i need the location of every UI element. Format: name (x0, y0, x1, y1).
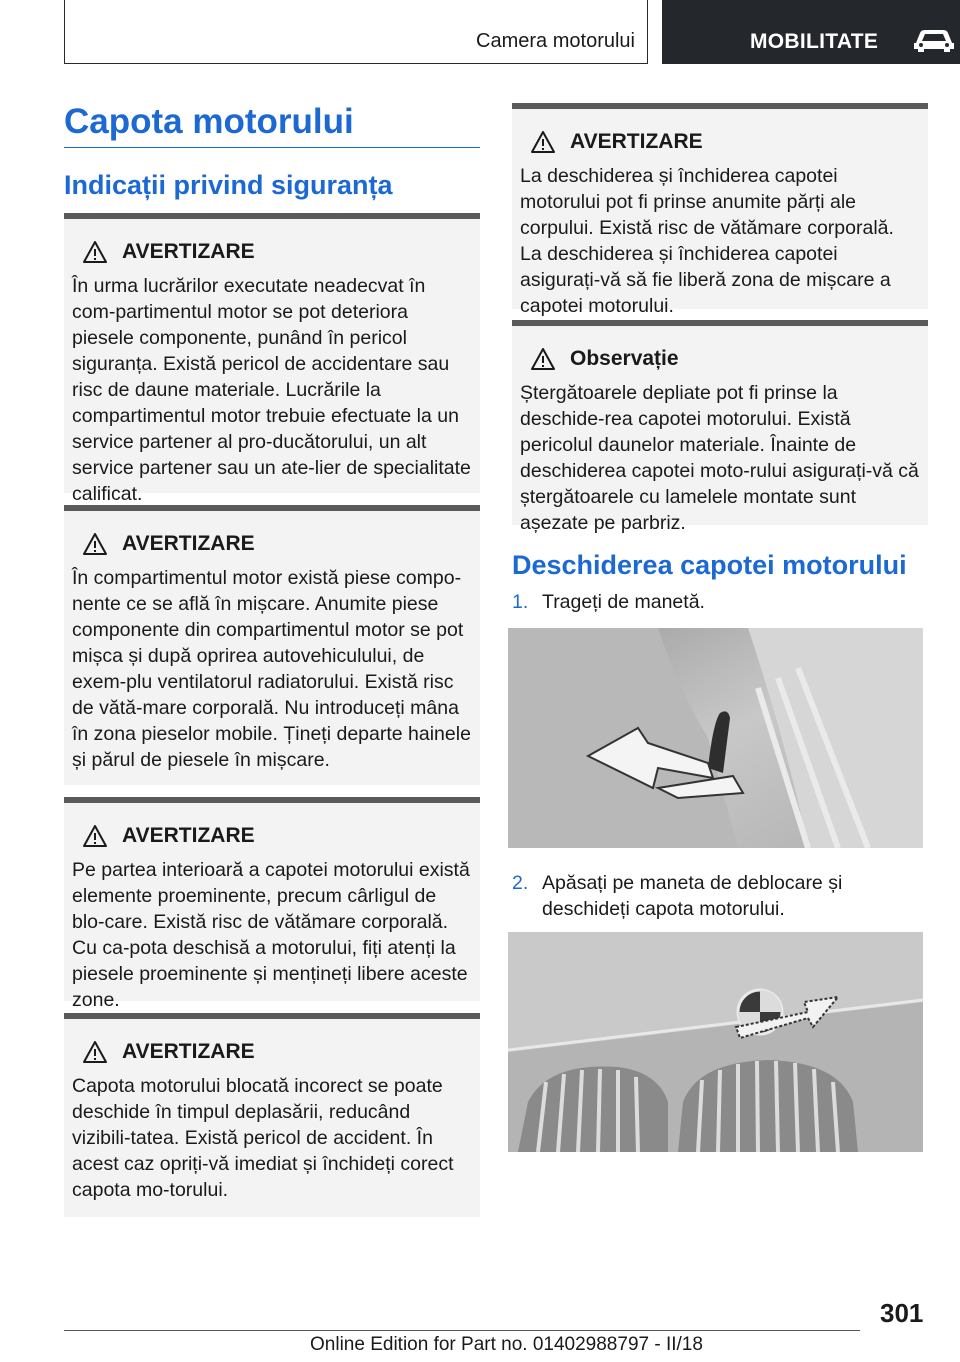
step-text: Apăsați pe maneta de deblocare și deschideți capota motorului. (542, 872, 843, 920)
warning-header (72, 529, 472, 559)
warning-box (512, 103, 928, 317)
safety-subtitle: Indicații privind siguranța (64, 170, 393, 200)
warning-heading: AVERTIZARE (122, 824, 255, 847)
header-section-label: Camera motorului (476, 30, 635, 52)
warning-header (72, 821, 472, 851)
opening-section-title: Deschiderea capotei motorului (512, 550, 907, 580)
step-item (512, 589, 932, 617)
page-title: Capota motorului (64, 102, 354, 141)
warning-triangle-icon (82, 1040, 108, 1064)
note-box (512, 320, 928, 534)
step-number: 2. (512, 872, 529, 894)
warning-heading: AVERTIZARE (122, 532, 255, 555)
step-number: 1. (512, 591, 529, 613)
warning-box (64, 797, 480, 1011)
warning-triangle-icon (82, 532, 108, 556)
step-text: Trageți de manetă. (542, 591, 705, 613)
hood-release-lever-image (508, 628, 923, 848)
note-heading: Observație (570, 347, 679, 370)
warning-heading: AVERTIZARE (122, 240, 255, 263)
header-chapter-label: MOBILITATE (750, 30, 879, 53)
car-icon (910, 27, 958, 53)
warning-text: În compartimentul motor există piese compo-nente ce se află în mișcare. Anumite piese componente din compartimentul motor se pot mișca și după oprirea autovehiculului, de exem-plu ventilatorul radiatorului. Există risc de vătă-mare corporală. Nu introduceți mâna în zona pieselor mobile. Țineți departe hainele și părul de piesele în mișcare. (72, 567, 471, 771)
warning-heading: AVERTIZARE (570, 130, 703, 153)
page-number: 301 (880, 1298, 924, 1328)
warning-triangle-icon (82, 240, 108, 264)
note-text: Ștergătoarele depliate pot fi prinse la deschide-rea capotei motorului. Există pericolul daunelor materiale. Înainte de deschiderea capotei moto-rului asigurați-vă că ștergătoarele cu lamelele montate sunt așezate pe parbriz. (520, 382, 919, 534)
warning-header (72, 237, 472, 267)
warning-box (64, 505, 480, 785)
warning-box (64, 213, 480, 505)
warning-header (72, 1037, 472, 1067)
warning-text: Capota motorului blocată incorect se poate deschide în timpul deplasării, reducând vizibili-tatea. Există pericol de accident. În acest caz opriți-vă imediat și închideți corect capota mo-torului. (72, 1075, 454, 1201)
hood-unlock-image (508, 932, 923, 1152)
footer-edition: Online Edition for Part no. 01402988797 - II/18 (310, 1334, 703, 1355)
warning-box (64, 1013, 480, 1217)
warning-header (520, 127, 920, 157)
warning-text: În urma lucrărilor executate neadecvat în com-partimentul motor se pot deteriora piesele componente, punând în pericol siguranța. Există pericol de accidentare sau risc de daune materiale. Lucrările la compartimentul motor trebuie efectuate la un service partener al pro-ducătorului, un alt service partener sau un ate-lier de specialitate calificat. (72, 275, 471, 505)
warning-text: La deschiderea și închiderea capotei motorului pot fi prinse anumite părți ale corpului. Există risc de vătămare corporală. La deschiderea și închiderea capotei asigurați-vă să fie liberă zona de mișcare a capotei motorului. (520, 165, 894, 317)
warning-heading: AVERTIZARE (122, 1040, 255, 1063)
warning-triangle-icon (82, 824, 108, 848)
warning-triangle-icon (530, 130, 556, 154)
header-section-tab (64, 0, 648, 64)
note-header (520, 344, 920, 374)
warning-triangle-icon (530, 347, 556, 371)
title-divider (64, 147, 480, 148)
header-chapter-tab (662, 0, 960, 64)
warning-text: Pe partea interioară a capotei motorului există elemente proeminente, precum cârligul de blo-care. Există risc de vătămare corporală. Cu ca-pota deschisă a motorului, fiți atenți la piesele proeminente și mențineți libere aceste zone. (72, 859, 470, 1011)
step-item (512, 870, 932, 924)
footer-divider (64, 1330, 860, 1331)
